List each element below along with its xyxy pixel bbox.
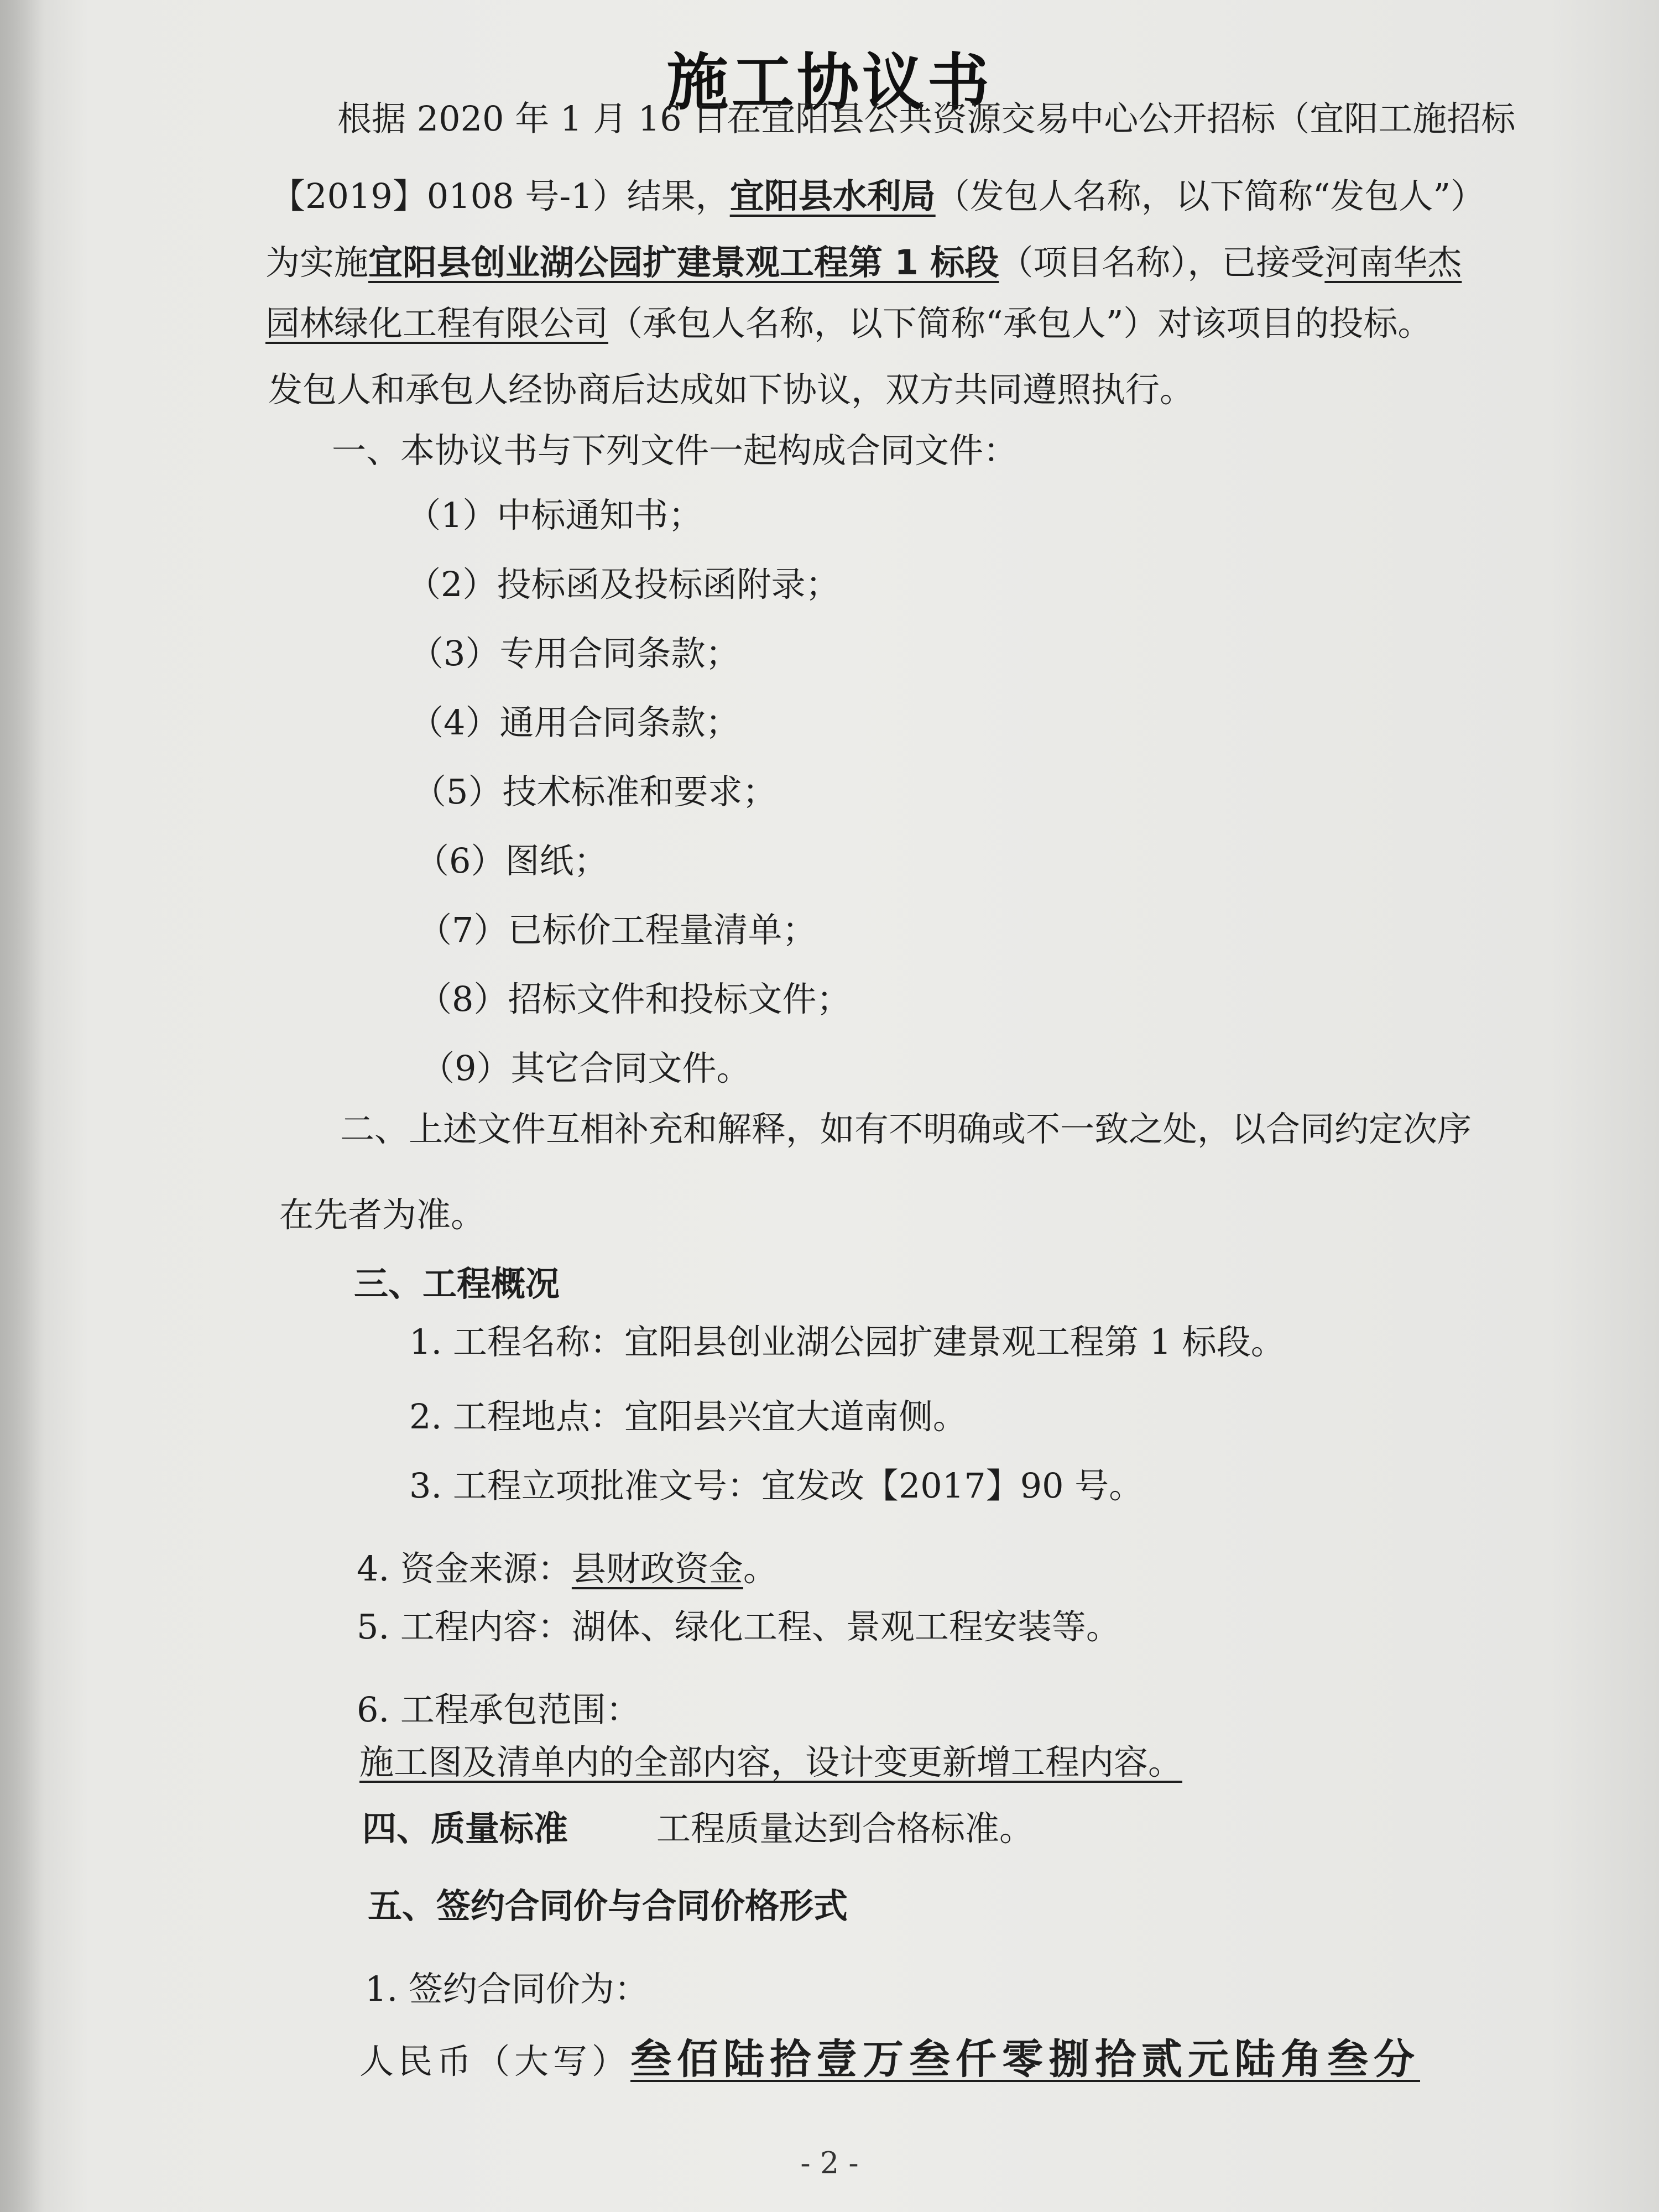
funding-source-item [357,1548,778,1589]
intro-text: （承包人名称，以下简称“承包人”）对该项目的投标。 [608,303,1432,343]
page-number: - 2 - [800,2146,859,2180]
approval-number-item: 3. 工程立项批准文号：宜发改【2017】90 号。 [409,1465,1144,1506]
project-content-item: 5. 工程内容：湖体、绿化工程、景观工程安装等。 [357,1606,1120,1647]
intro-text: 【2019】0108 号-1）结果， [271,176,730,216]
section-1-heading: 一、本协议书与下列文件一起构成合同文件： [332,430,1018,471]
intro-text: （项目名称），已接受 [999,242,1325,283]
contract-price-label: 1. 签约合同价为： [365,1969,649,2009]
section-3-heading: 三、工程概况 [354,1264,560,1304]
project-location-item: 2. 工程地点：宜阳县兴宜大道南侧。 [409,1396,967,1437]
document-list-item: （3）专用合同条款； [409,633,740,674]
document-list-item: （1）中标通知书； [406,495,703,535]
intro-line-3 [265,242,1462,283]
contractor-name-part1: 河南华杰 [1324,242,1462,283]
funding-source-value: 县财政资金 [571,1548,743,1589]
section-5-heading: 五、签约合同价与合同价格形式 [368,1886,848,1926]
quality-standard-text: 工程质量达到合格标准。 [656,1808,1034,1849]
project-name-item: 1. 工程名称：宜阳县创业湖公园扩建景观工程第 1 标段。 [409,1322,1285,1362]
document-title: 施工协议书 [666,47,993,119]
document-list-item: （7）已标价工程量清单； [418,910,817,950]
intro-line-4 [265,303,1432,344]
document-list-item: （9）其它合同文件。 [420,1048,751,1088]
document-list-item: （8）招标文件和投标文件； [418,979,851,1019]
contractor-name-part2: 园林绿化工程有限公司 [265,303,609,343]
intro-line-5: 发包人和承包人经协商后达成如下协议，双方共同遵照执行。 [268,369,1194,410]
funding-source-end: 。 [743,1548,778,1589]
document-list-item: （6）图纸； [415,841,608,881]
document-list-item: （5）技术标准和要求； [412,771,777,812]
document-list-item: （2）投标函及投标函附录； [406,564,840,604]
rmb-label: 人民币（大写） [359,2041,631,2081]
section-4-heading: 四、质量标准 [362,1808,568,1849]
employer-name: 宜阳县水利局 [729,176,936,216]
scope-value: 施工图及清单内的全部内容，设计变更新增工程内容。 [359,1742,1183,1782]
funding-source-label: 4. 资金来源： [357,1548,572,1589]
intro-line-2 [271,176,1485,217]
intro-text: 为实施 [265,242,369,283]
contract-price-amount [359,2035,1420,2084]
section-2-line-2: 在先者为准。 [279,1194,486,1235]
rmb-amount-in-words: 叁佰陆拾壹万叁仟零捌拾贰元陆角叁分 [630,2036,1421,2083]
intro-text: 根据 2020 年 1 月 16 日在宜阳县公共资源交易中心公开招标（宜阳工施招标 [337,98,1516,139]
scope-label: 6. 工程承包范围： [357,1689,640,1730]
page-binding-shadow [0,0,44,2212]
section-2-line-1: 二、上述文件互相补充和解释，如有不明确或不一致之处，以合同约定次序 [340,1109,1472,1149]
section-4 [362,1808,1034,1849]
intro-line-1 [337,98,1515,139]
document-list-item: （4）通用合同条款； [409,702,740,743]
intro-text: （发包人名称，以下简称“发包人”） [935,176,1485,216]
project-name: 宜阳县创业湖公园扩建景观工程第 1 标段 [368,242,999,283]
